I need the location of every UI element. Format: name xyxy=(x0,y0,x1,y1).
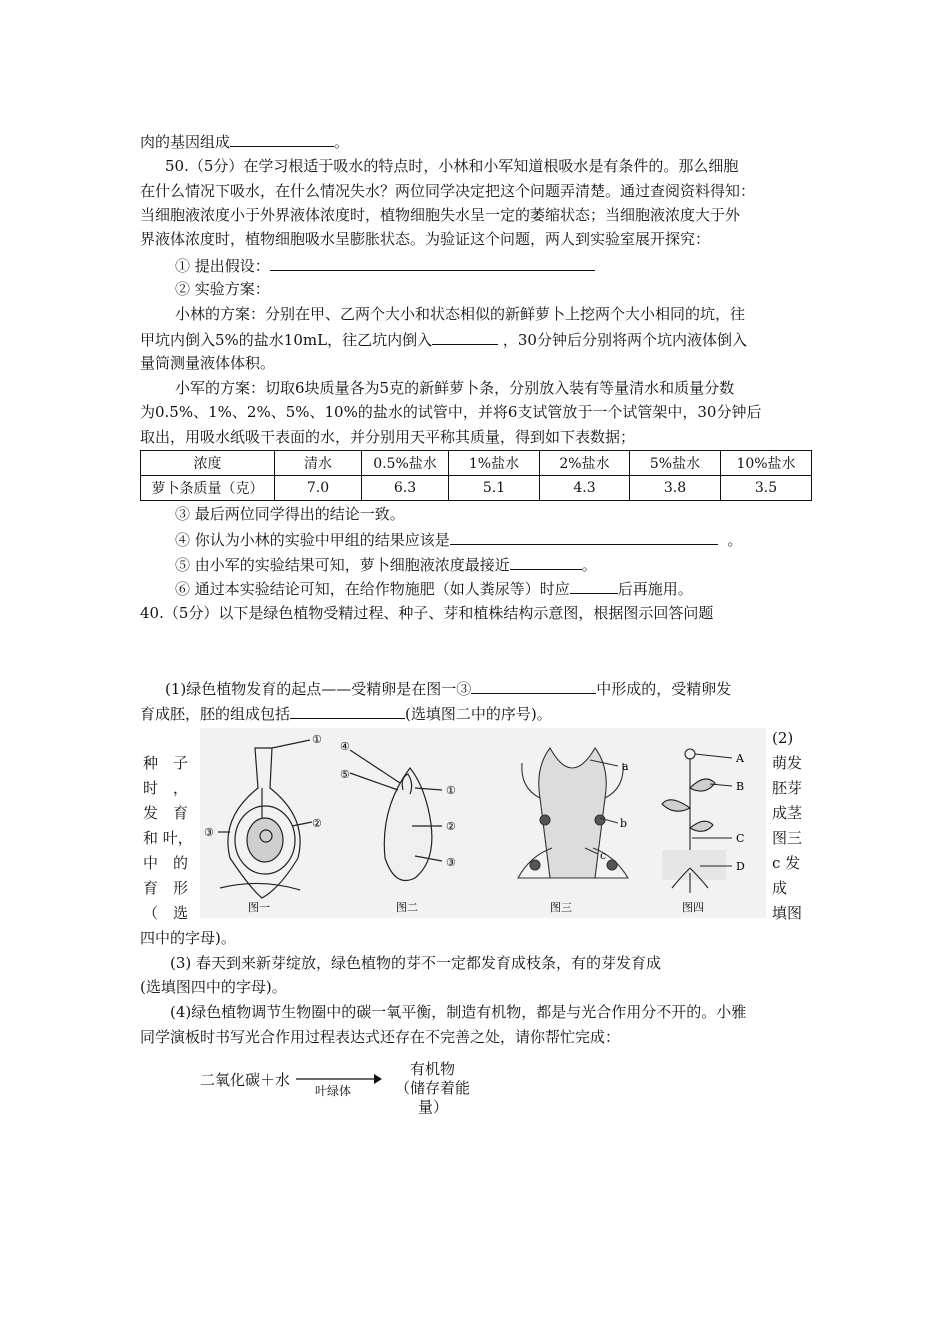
fig3-label-b: b xyxy=(620,817,628,830)
q50-jun-3: 取出，用吸水纸吸干表面的水，并分别用天平称其质量，得到如下表数据； xyxy=(140,428,636,446)
fig4-label-D: D xyxy=(736,860,745,873)
step5-blank[interactable] xyxy=(510,555,582,570)
table-cell: 5%盐水 xyxy=(630,451,721,476)
table-cell: 清水 xyxy=(275,451,362,476)
fig2-label-1: ① xyxy=(446,784,456,797)
table-cell: 6.3 xyxy=(362,476,449,501)
fig2-label-5: ⑤ xyxy=(340,768,350,781)
q40-p2-end: 四中的字母)。 xyxy=(140,929,236,947)
figure-four-plant xyxy=(662,749,732,893)
q50-step3: ③ 最后两位同学得出的结论一致。 xyxy=(175,505,405,523)
data-table xyxy=(140,450,812,501)
q50-lin-1: 小林的方案：分别在甲、乙两个大小和状态相似的新鲜萝卜上挖两个大小相同的坑，往 xyxy=(175,305,746,323)
q50-lin-3: 量筒测量液体体积。 xyxy=(140,354,276,372)
q40-p1-line1: (1)绿色植物发育的起点——受精卵是在图一③ 中形成的，受精卵发 xyxy=(165,680,732,698)
q50-intro-2: 在什么情况下吸水，在什么情况失水？两位同学决定把这个问题弄清楚。通过查阅资料得知： xyxy=(140,182,756,200)
table-cell: 1%盐水 xyxy=(449,451,540,476)
q50-intro-1: 50.（5分）在学习根适于吸水的特点时，小林和小军知道根吸水是有条件的。那么细胞 xyxy=(165,157,739,175)
q50-step1: ① 提出假设： xyxy=(175,256,595,275)
table-cell: 10%盐水 xyxy=(721,451,812,476)
hypothesis-blank[interactable] xyxy=(270,256,595,271)
table-cell: 0.5%盐水 xyxy=(362,451,449,476)
figure-three-bud xyxy=(518,748,628,878)
table-cell: 4.3 xyxy=(540,476,630,501)
q40-p4-line1: (4)绿色植物调节生物圈中的碳一氧平衡，制造有机物，都是与光合作用分不开的。小雅 xyxy=(170,1003,747,1021)
q50-step2: ② 实验方案： xyxy=(175,280,270,298)
fig4-caption: 图四 xyxy=(682,901,704,914)
fig2-label-3: ③ xyxy=(446,856,456,869)
q40-p3-line1: (3) 春天到来新芽绽放，绿色植物的芽不一定都发育成枝条，有的芽发育成 xyxy=(170,954,662,972)
p1-blank-1[interactable] xyxy=(471,679,596,694)
q50-intro-4: 界液体浓度时，植物细胞吸水呈膨胀状态。为验证这个问题，两人到实验室展开探究： xyxy=(140,230,711,248)
fig2-caption: 图二 xyxy=(396,901,418,914)
equation-right-3: 量） xyxy=(418,1098,449,1116)
fig2-label-2: ② xyxy=(446,820,456,833)
table-cell: 5.1 xyxy=(449,476,540,501)
answer-blank[interactable] xyxy=(230,132,334,147)
fig3-caption: 图三 xyxy=(550,901,572,914)
q40-p1-line2: 育成胚，胚的组成包括 (选填图二中的序号)。 xyxy=(140,705,552,723)
table-cell: 7.0 xyxy=(275,476,362,501)
equation-right-1: 有机物 xyxy=(410,1060,456,1078)
lin-blank[interactable] xyxy=(432,330,498,345)
q40-p2-right-column: (2) 萌发 胚芽 成茎 图三 c 发 成 填图 xyxy=(772,729,803,922)
q40-title: 40.（5分）以下是绿色植物受精过程、种子、芽和植株结构示意图，根据图示回答问题 xyxy=(140,604,714,622)
plant-structure-figure xyxy=(200,728,766,918)
q50-step5: ⑤ 由小军的实验结果可知，萝卜细胞液浓度最接近 。 xyxy=(175,556,597,574)
fig4-label-A: A xyxy=(736,752,744,765)
table-cell: 浓度 xyxy=(141,451,275,476)
step6-blank[interactable] xyxy=(570,579,618,594)
table-row xyxy=(141,476,812,501)
q50-step6: ⑥ 通过本实验结论可知，在给作物施肥（如人粪尿等）时应 后再施用。 xyxy=(175,580,693,598)
top-line: 肉的基因组成 。 xyxy=(140,133,350,151)
q40-p2-left-column: 种 子 时 ， 发 育 和 叶， 中 的 育 形 （ 选 xyxy=(143,754,193,922)
fig3-label-a: a xyxy=(622,760,629,773)
q50-intro-3: 当细胞液浓度小于外界液体浓度时，植物细胞失水呈一定的萎缩状态；当细胞液浓度大于外 xyxy=(140,206,741,224)
equation-left: 二氧化碳＋水 xyxy=(200,1071,291,1089)
table-cell: 2%盐水 xyxy=(540,451,630,476)
figure-one-pistil xyxy=(218,740,312,898)
table-header-row xyxy=(141,451,812,476)
q40-p4-line2: 同学演板时书写光合作用过程表达式还存在不完善之处，请你帮忙完成： xyxy=(140,1028,621,1046)
equation-condition: 叶绿体 xyxy=(315,1084,352,1098)
fig2-label-4: ④ xyxy=(340,740,350,753)
table-cell: 萝卜条质量（克） xyxy=(141,476,275,501)
q50-lin-2: 甲坑内倒入5%的盐水10mL，往乙坑内倒入 ，30分钟后分别将两个坑内液体倒入 xyxy=(140,331,747,349)
p1-blank-2[interactable] xyxy=(290,704,405,719)
fig1-label-3: ③ xyxy=(204,826,214,839)
q40-p3-line2: (选填图四中的字母)。 xyxy=(140,978,287,996)
fig3-label-c: c xyxy=(600,849,607,862)
fig1-label-1: ① xyxy=(312,733,322,746)
fig4-label-C: C xyxy=(736,832,745,845)
fig1-label-2: ② xyxy=(312,817,322,830)
q50-jun-2: 为0.5%、1%、2%、5%、10%的盐水的试管中，并将6支试管放于一个试管架中，30分钟后 xyxy=(140,403,762,421)
fig1-caption: 图一 xyxy=(248,901,270,914)
q50-step4: ④ 你认为小林的实验中甲组的结果应该是 。 xyxy=(175,531,743,549)
step4-blank[interactable] xyxy=(450,530,718,545)
figure-two-seed xyxy=(350,750,442,881)
fig4-label-B: B xyxy=(736,780,745,793)
equation-right-2: （储存着能 xyxy=(395,1079,471,1097)
table-cell: 3.5 xyxy=(721,476,812,501)
q50-jun-1: 小军的方案：切取6块质量各为5克的新鲜萝卜条，分别放入装有等量清水和质量分数 xyxy=(175,379,735,397)
table-cell: 3.8 xyxy=(630,476,721,501)
